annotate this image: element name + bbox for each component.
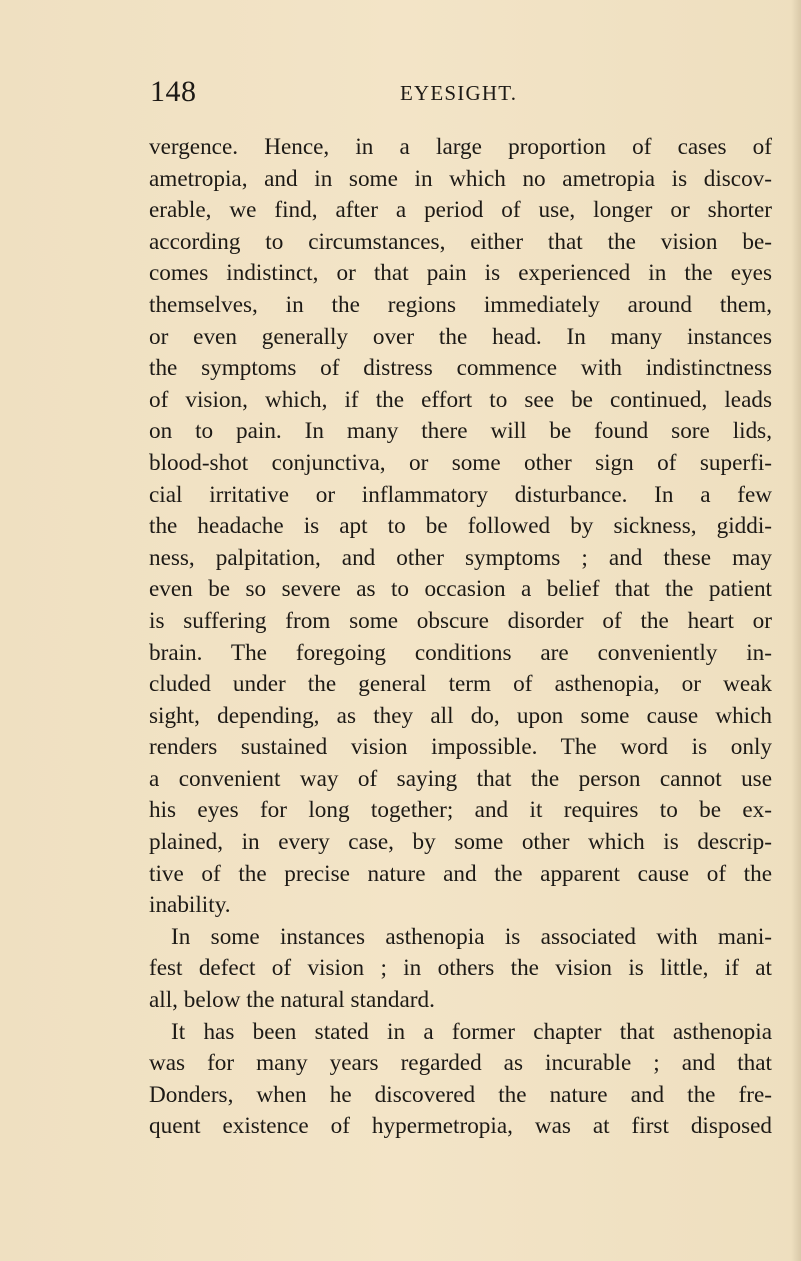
text-line: erable, we find, after a period of use, longer or shorter [149,197,772,224]
paragraph-end-line: inability. [149,892,231,919]
paragraph-start-line: It has been stated in a former chapter that asthenopia [171,1018,772,1045]
text-line: tive of the precise nature and the apparent cause of the [149,860,772,887]
text-line: the symptoms of distress commence with indistinctness [149,355,772,382]
text-line: according to circumstances, either that the vision be- [149,228,772,255]
text-line: brain. The foregoing conditions are conveniently in- [149,639,772,666]
text-line: cial irritative or inflammatory disturbance. In a few [149,481,772,508]
text-line: quent existence of hypermetropia, was at first disposed [149,1113,772,1140]
text-line: vergence. Hence, in a large proportion of cases of [149,134,772,160]
text-line: the headache is apt to be followed by sickness, giddi- [149,513,772,540]
text-line: fest defect of vision ; in others the vision is little, if at [149,955,772,982]
paragraph-start-line: In some instances asthenopia is associated with mani- [171,923,772,950]
text-line: even be so severe as to occasion a belief that the patient [149,576,772,603]
text-line: comes indistinct, or that pain is experienced in the eyes [149,260,772,287]
text-line: plained, in every case, by some other which is descrip- [149,829,772,856]
page-header [150,72,772,112]
text-line: or even generally over the head. In many instances [149,323,772,350]
text-line: renders sustained vision impossible. The word is only [149,734,772,761]
text-line: blood-shot conjunctiva, or some other sign of superfi- [149,449,772,476]
text-line: was for many years regarded as incurable ; and that [149,1050,772,1077]
page-edge-shadow [791,0,801,1261]
text-line: his eyes for long together; and it requires to be ex- [149,797,772,824]
text-line: ness, palpitation, and other symptoms ; and these may [149,544,772,571]
text-line: a convenient way of saying that the person cannot use [149,765,772,792]
text-line: Donders, when he discovered the nature and the fre- [149,1081,772,1108]
text-line: is suffering from some obscure disorder of the heart or [149,607,772,634]
text-line: ametropia, and in some in which no ametropia is discov- [149,165,772,192]
text-line: of vision, which, if the effort to see be continued, leads [149,386,772,413]
text-line: sight, depending, as they all do, upon some cause which [149,702,772,729]
page-number: 148 [150,75,197,108]
text-line: on to pain. In many there will be found sore lids, [149,418,772,445]
running-head: EYESIGHT. [400,81,518,105]
text-line: themselves, in the regions immediately around them, [149,291,772,318]
paragraph-end-line: all, below the natural standard. [149,987,435,1014]
body-text [149,132,772,1143]
text-line: cluded under the general term of asthenopia, or weak [149,671,772,698]
